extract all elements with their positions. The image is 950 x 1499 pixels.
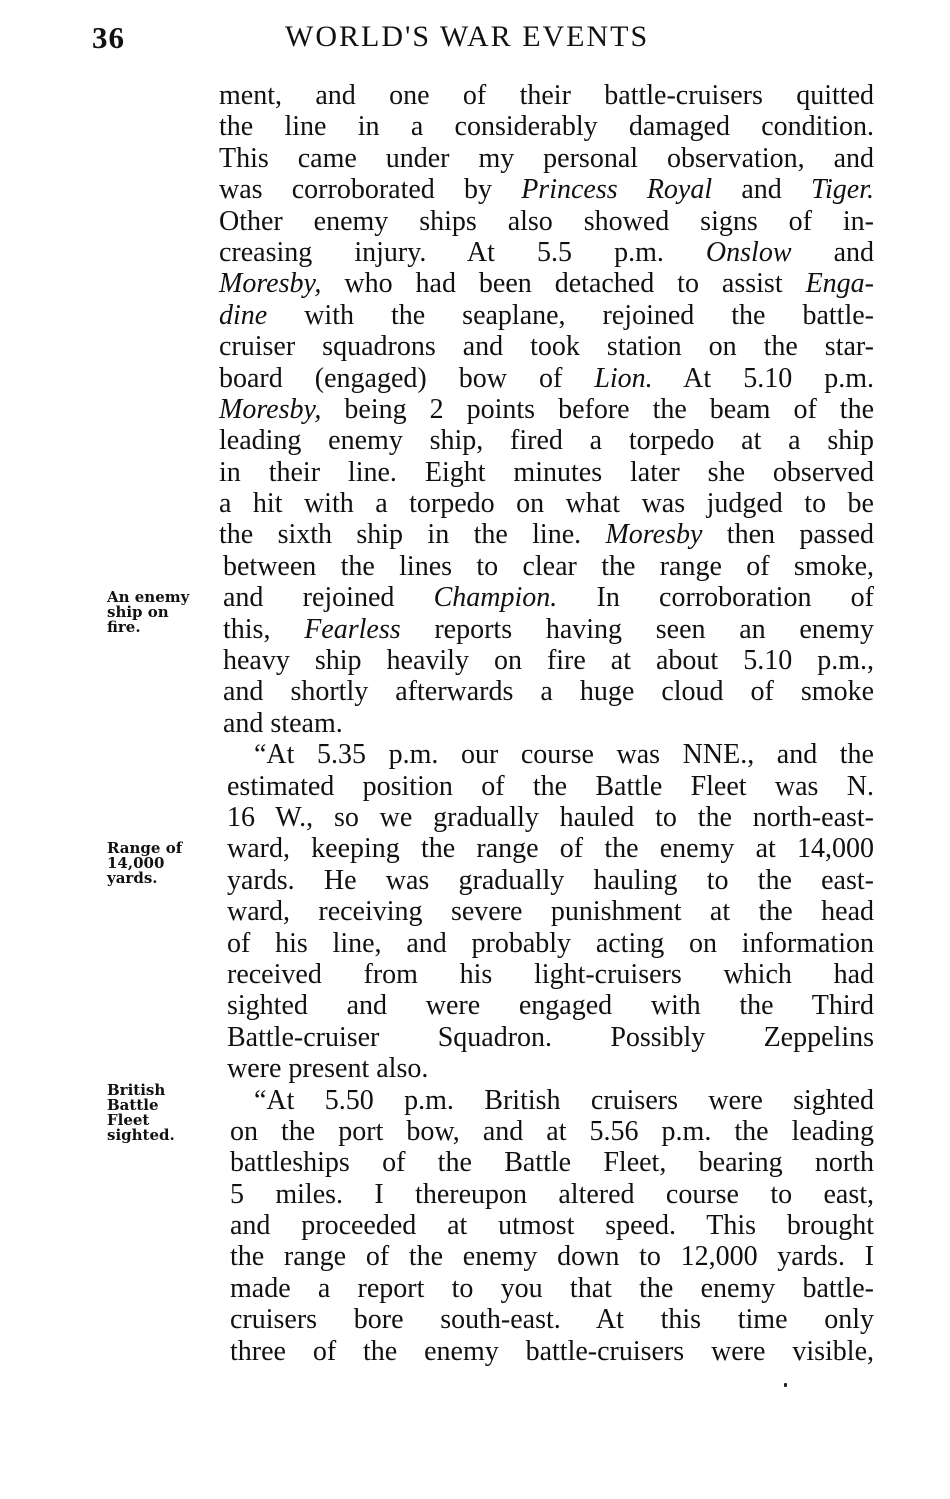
text-line: Moresby, being 2 points before the beam of the — [219, 393, 874, 425]
italic-name: dine — [219, 299, 268, 331]
running-title: WORLD'S WAR EVENTS — [285, 20, 650, 53]
italic-name: Tiger. — [810, 174, 874, 206]
italic-name: Enga- — [805, 268, 874, 300]
text-line: cruiser squadrons and took station on the star- — [219, 331, 874, 363]
page-number: 36 — [92, 20, 125, 55]
text-line: “At 5.50 p.m. British cruisers were sighted — [254, 1084, 874, 1116]
text-line: and rejoined Champion. In corroboration of — [223, 582, 874, 614]
sidenote-british-battle-fleet-sighted: British Battle Fleet sighted. — [107, 1081, 175, 1144]
text-line: and steam. — [223, 707, 343, 739]
body-text — [219, 80, 874, 1367]
italic-name: Onslow — [705, 236, 792, 268]
text-line: Other enemy ships also showed signs of in- — [219, 205, 874, 237]
text-line: on the port bow, and at 5.56 p.m. the leading — [230, 1115, 874, 1147]
italic-name: Moresby — [605, 519, 703, 551]
text-line: ment, and one of their battle-cruisers quitted — [219, 80, 874, 111]
text-line: “At 5.35 p.m. our course was NNE., and the — [254, 739, 874, 771]
text-line: this, Fearless reports having seen an enemy — [223, 613, 874, 645]
italic-name: Princess Royal — [521, 174, 713, 206]
text-line: of his line, and probably acting on information — [227, 927, 874, 959]
text-line: ward, keeping the range of the enemy at 14,000 — [227, 833, 874, 865]
text-line: leading enemy ship, fired a torpedo at a ship — [219, 425, 874, 457]
text-line: creasing injury. At 5.5 p.m. Onslow and — [219, 236, 874, 268]
italic-name: Fearless — [304, 613, 401, 645]
text-line: Battle-cruiser Squadron. Possibly Zeppelins — [227, 1021, 874, 1053]
text-line: board (engaged) bow of Lion. At 5.10 p.m. — [219, 362, 874, 394]
text-line: battleships of the Battle Fleet, bearing north — [230, 1147, 874, 1179]
ink-speck — [784, 1383, 787, 1387]
italic-name: Moresby, — [219, 268, 322, 300]
italic-name: Champion. — [433, 582, 558, 614]
text-line: Moresby, who had been detached to assist Enga- — [219, 268, 874, 300]
text-line: between the lines to clear the range of smoke, — [223, 550, 874, 582]
text-line: the line in a considerably damaged condition. — [219, 111, 874, 143]
text-line: and shortly afterwards a huge cloud of smoke — [223, 676, 874, 708]
text-line: three of the enemy battle-cruisers were visible, — [230, 1335, 874, 1367]
text-line: made a report to you that the enemy battle- — [230, 1272, 874, 1304]
text-line: the sixth ship in the line. Moresby then passed — [219, 519, 874, 551]
text-line: in their line. Eight minutes later she observed — [219, 456, 874, 488]
text-line: was corroborated by Princess Royal and Tiger. — [219, 174, 874, 206]
sidenote-enemy-ship-on-fire: An enemy ship on fire. — [107, 588, 190, 636]
text-line: yards. He was gradually hauling to the east- — [227, 864, 874, 896]
text-line: a hit with a torpedo on what was judged to be — [219, 488, 874, 520]
text-line: sighted and were engaged with the Third — [227, 990, 874, 1022]
page-header — [0, 14, 950, 58]
sidenote-range-of-14000-yards: Range of 14,000 yards. — [107, 839, 183, 887]
text-line: were present also. — [227, 1053, 429, 1085]
text-line: 16 W., so we gradually hauled to the north-east- — [227, 801, 874, 833]
text-line: heavy ship heavily on fire at about 5.10 p.m., — [223, 645, 874, 677]
text-line: and proceeded at utmost speed. This brought — [230, 1210, 874, 1242]
text-line: This came under my personal observation, and — [219, 142, 874, 174]
italic-name: Moresby, — [219, 393, 322, 425]
text-line: estimated position of the Battle Fleet was N. — [227, 770, 874, 802]
text-line: 5 miles. I thereupon altered course to east, — [230, 1178, 874, 1210]
text-line: cruisers bore south-east. At this time only — [230, 1304, 874, 1336]
text-line: the range of the enemy down to 12,000 yards. I — [230, 1241, 874, 1273]
text-line: received from his light-cruisers which had — [227, 958, 874, 990]
italic-name: Lion. — [594, 362, 653, 394]
text-line: dine with the seaplane, rejoined the battle- — [219, 299, 874, 331]
text-line: ward, receiving severe punishment at the head — [227, 896, 874, 928]
